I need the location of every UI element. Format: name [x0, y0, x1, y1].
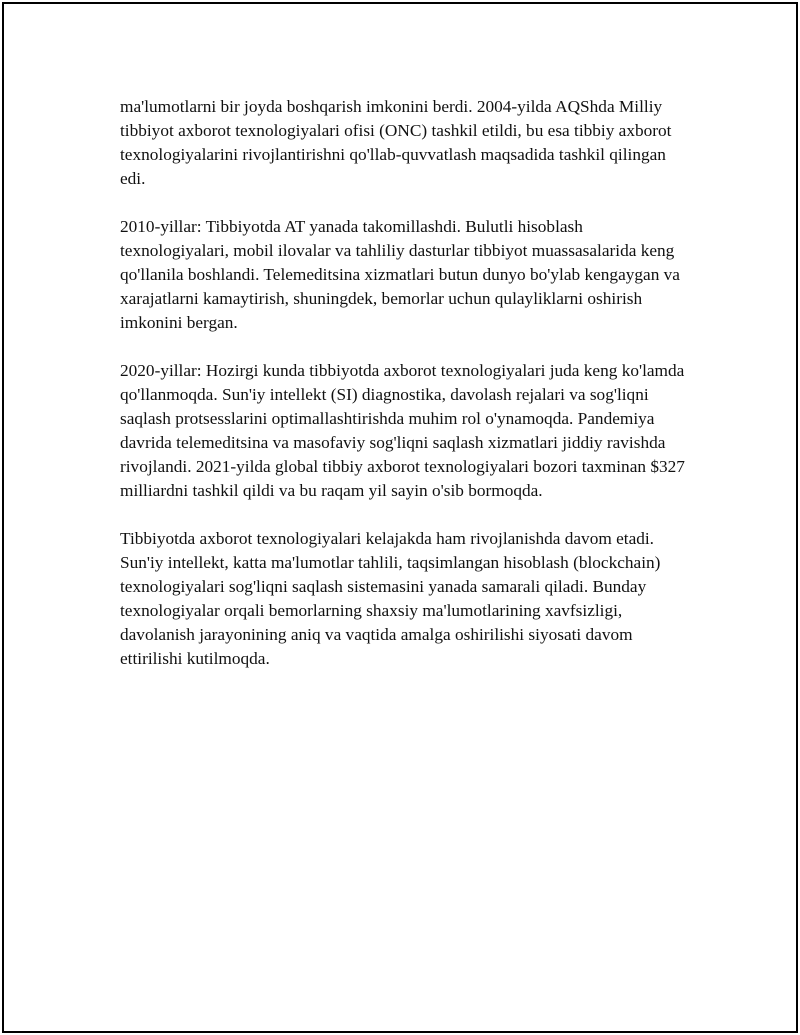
paragraph-4: Tibbiyotda axborot texnologiyalari kelajakda ham rivojlanishda davom etadi. Sun'iy intellekt, katta ma'lumotlar tahlili, taqsimlangan hisoblash (blockchain) texnologiyalari sog'liqni saqlash sistemasini yanada samarali qiladi. Bunday texnologiyalar orqali bemorlarning shaxsiy ma'lumotlarining xavfsizligi, davolanish jarayonining aniq va vaqtida amalga oshirilishi siyosati davom ettirilishi kutilmoqda.	[120, 529, 661, 668]
paragraph-3: 2020-yillar: Hozirgi kunda tibbiyotda axborot texnologiyalari juda keng ko'lamda qo'llanmoqda. Sun'iy intellekt (SI) diagnostika, davolash rejalari va sog'liqni saqlash protsesslarini optimallashtirishda muhim rol o'ynamoqda. Pandemiya davrida telemeditsina va masofaviy sog'liqni saqlash xizmatlari jiddiy ravishda rivojlandi. 2021-yilda global tibbiy axborot texnologiyalari bozori taxminan $327 milliardni tashkil qildi va bu raqam yil sayin o'sib bormoqda.	[120, 361, 685, 500]
document-page	[2, 2, 798, 1033]
paragraph-1: ma'lumotlarni bir joyda boshqarish imkonini berdi. 2004-yilda AQShda Milliy tibbiyot axborot texnologiyalari ofisi (ONC) tashkil etildi, bu esa tibbiy axborot texnologiyalarini rivojlantirishni qo'llab-quvvatlash maqsadida tashkil qilingan edi.	[120, 97, 672, 188]
document-body	[120, 95, 692, 695]
paragraph-2: 2010-yillar: Tibbiyotda AT yanada takomillashdi. Bulutli hisoblash texnologiyalari, mobil ilovalar va tahliliy dasturlar tibbiyot muassasalarida keng qo'llanila boshlandi. Telemeditsina xizmatlari butun dunyo bo'ylab kengaygan va xarajatlarni kamaytirish, shuningdek, bemorlar uchun qulayliklarni oshirish imkonini bergan.	[120, 217, 680, 332]
